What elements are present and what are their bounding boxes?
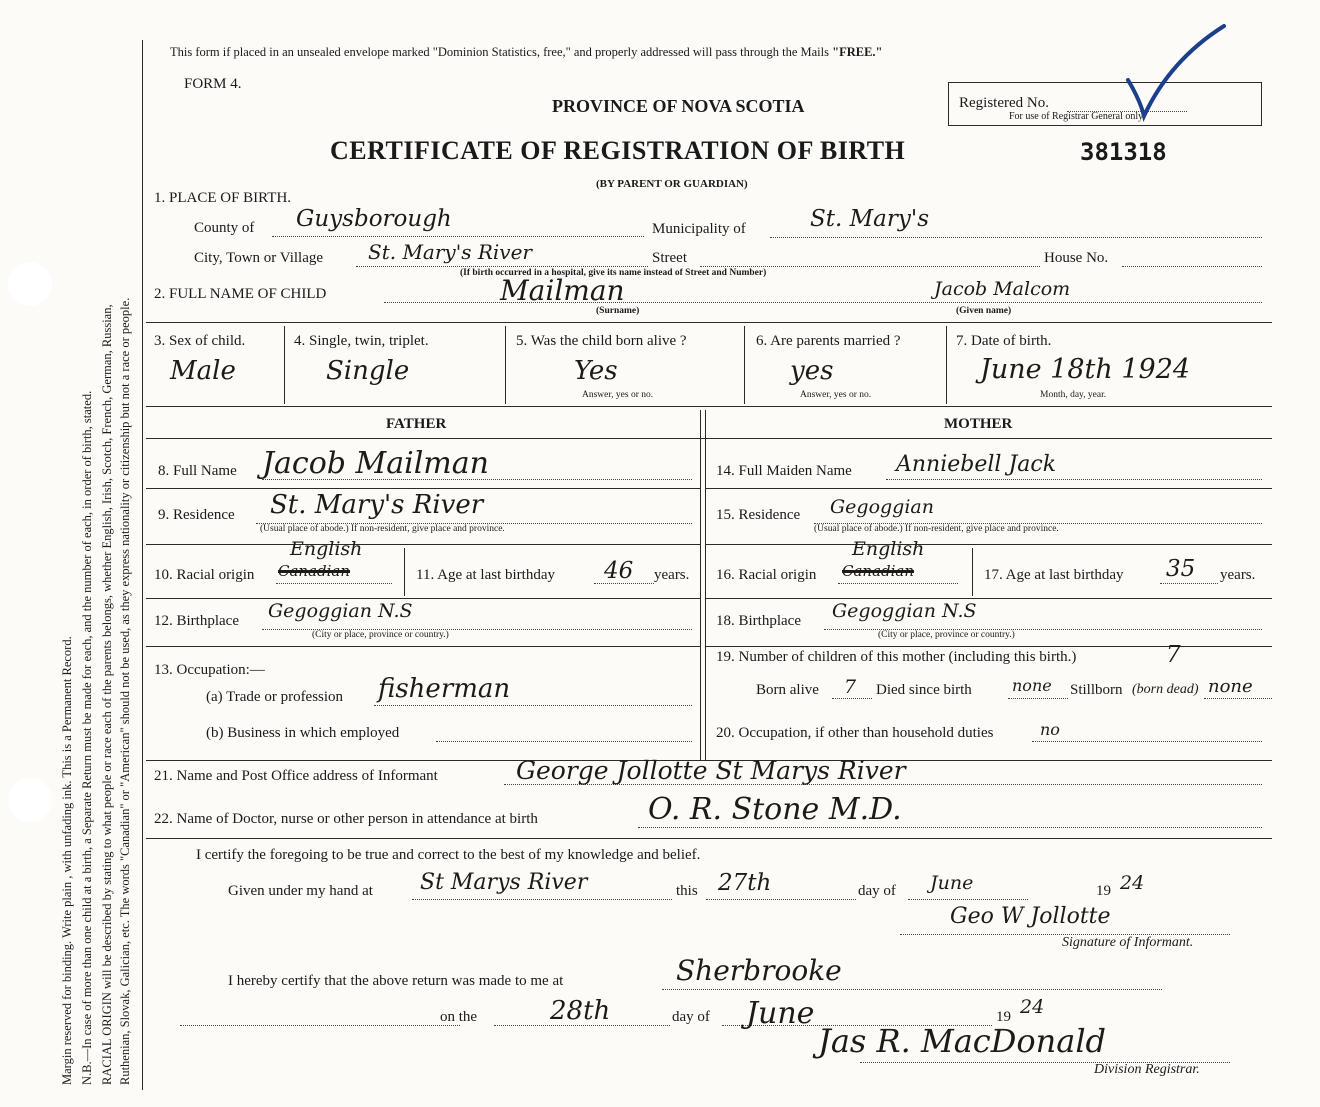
alive-label: 5. Was the child born alive ?: [516, 333, 687, 349]
street-line: [700, 266, 1040, 267]
informant-signature: Geo W Jollotte: [950, 904, 1111, 929]
plurality-label: 4. Single, twin, triplet.: [294, 333, 429, 349]
father-birthplace-note: (City or place, province or country.): [312, 630, 449, 640]
divider-6-7: [946, 326, 947, 404]
rule-father-8: [146, 488, 700, 489]
given-label: Given under my hand at: [228, 883, 373, 899]
registrar-place-line: [662, 989, 1162, 990]
given-day-line: [706, 899, 856, 900]
given-month-line: [908, 899, 1028, 900]
given-this-label: this: [676, 883, 698, 899]
died-label: Died since birth: [876, 682, 972, 698]
divider-10-11: [404, 548, 405, 596]
street-label: Street: [652, 250, 687, 266]
rule-mother-16: [705, 598, 1272, 599]
registrar-dayof-label: day of: [672, 1009, 710, 1025]
given-place-value: St Marys River: [420, 870, 588, 895]
father-mother-divider: [700, 410, 701, 760]
given-place-line: [412, 899, 672, 900]
mother-racial-struck: Canadian: [842, 562, 915, 580]
doctor-line: [638, 827, 1262, 828]
plurality-value: Single: [326, 356, 410, 386]
registered-number-label: Registered No.: [959, 95, 1049, 111]
rule-3: [146, 438, 1272, 439]
dob-note: Month, day, year.: [1040, 390, 1107, 400]
married-label: 6. Are parents married ?: [756, 333, 901, 349]
given-year-prefix: 19: [1096, 883, 1111, 899]
child-given-name: Jacob Malcom: [934, 278, 1071, 300]
margin-rule: [142, 40, 143, 1090]
city-value: St. Mary's River: [368, 240, 532, 264]
county-line: [272, 236, 644, 237]
father-occupation-label: 13. Occupation:—: [154, 662, 265, 678]
registrar-on-label: on the: [440, 1009, 478, 1025]
mother-name-line: [886, 479, 1262, 480]
dob-value: June 18th 1924: [980, 354, 1191, 385]
informant-label: 21. Name and Post Office address of Informant: [154, 768, 438, 784]
doctor-value: O. R. Stone M.D.: [648, 792, 902, 827]
checkmark-icon: [1120, 20, 1240, 130]
father-name-label: 8. Full Name: [158, 463, 237, 479]
child-surname: Mailman: [500, 274, 625, 307]
mother-residence-value: Gegoggian: [830, 496, 934, 518]
divider-3-4: [284, 326, 285, 404]
father-name-value: Jacob Mailman: [262, 446, 489, 481]
mother-name-label: 14. Full Maiden Name: [716, 463, 852, 479]
mail-notice-text: This form if placed in an unsealed envelope marked "Dominion Statistics, free," and properly addressed will pass through the Mails: [170, 45, 833, 59]
mother-years-label: years.: [1220, 567, 1256, 583]
child-given-note: (Given name): [956, 306, 1012, 316]
father-business-line: [436, 741, 692, 742]
registered-number-note: For use of Registrar General only.: [1009, 111, 1145, 122]
given-dayof-label: day of: [858, 883, 896, 899]
county-value: Guysborough: [296, 206, 452, 232]
registrar-title: Division Registrar.: [1094, 1062, 1200, 1077]
father-trade-value: fisherman: [378, 674, 511, 704]
father-residence-note: (Usual place of abode.) If non-resident, give place and province.: [260, 524, 505, 534]
died-line: [1008, 698, 1068, 699]
rule-5: [146, 838, 1272, 839]
mother-heading: MOTHER: [944, 416, 1013, 432]
child-name-label: 2. FULL NAME OF CHILD: [154, 286, 327, 302]
father-birthplace-value: Gegoggian N.S: [268, 600, 413, 622]
registrar-year-value: 24: [1020, 996, 1045, 1018]
rule-father-9: [146, 544, 700, 545]
father-years-label: years.: [654, 567, 690, 583]
father-residence-label: 9. Residence: [158, 507, 235, 523]
mother-age-line: [1160, 583, 1218, 584]
hospital-note: (If birth occurred in a hospital, give its name instead of Street and Number): [460, 268, 767, 278]
rule-mother-18: [705, 646, 1272, 647]
mother-occupation-label: 20. Occupation, if other than household duties: [716, 725, 994, 741]
certificate-subtitle: (BY PARENT OR GUARDIAN): [596, 178, 748, 190]
mother-occupation-line: [1032, 741, 1262, 742]
punch-hole-bottom: [8, 778, 52, 822]
rule-mother-15: [705, 544, 1272, 545]
father-residence-value: St. Mary's River: [270, 490, 484, 520]
house-line: [1122, 266, 1262, 267]
divider-4-5: [505, 326, 506, 404]
mother-residence-label: 15. Residence: [716, 507, 801, 523]
registrar-statement: I hereby certify that the above return was made to me at: [228, 973, 564, 989]
form-number: FORM 4.: [184, 76, 242, 92]
married-value: yes: [790, 356, 834, 386]
born-alive-line: [832, 698, 872, 699]
rule-mother-14: [705, 488, 1272, 489]
divider-16-17: [972, 548, 973, 596]
sex-value: Male: [170, 356, 236, 386]
mother-name-value: Anniebell Jack: [896, 452, 1057, 477]
stillborn-label: Stillborn: [1070, 682, 1123, 698]
city-line: [356, 266, 648, 267]
rule-father-10: [146, 598, 700, 599]
mother-age-value: 35: [1166, 556, 1196, 582]
father-mother-divider-2: [705, 410, 706, 760]
mother-racial-label: 16. Racial origin: [716, 567, 817, 583]
given-day-value: 27th: [718, 870, 772, 896]
given-year-value: 24: [1120, 872, 1145, 894]
registrar-pre-line: [180, 1025, 460, 1026]
registrar-place-value: Sherbrooke: [676, 954, 842, 987]
father-birthplace-label: 12. Birthplace: [154, 613, 239, 629]
father-age-value: 46: [604, 558, 634, 584]
stillborn-note: (born dead): [1132, 682, 1199, 697]
stillborn-value: none: [1208, 676, 1253, 697]
city-label: City, Town or Village: [194, 250, 324, 266]
father-trade-line: [374, 705, 692, 706]
mother-children-label: 19. Number of children of this mother (including this birth.): [716, 649, 1077, 665]
rule-1: [146, 322, 1272, 323]
mother-birthplace-value: Gegoggian N.S: [832, 600, 977, 622]
born-alive-value: 7: [844, 676, 857, 698]
father-racial-value: English: [290, 538, 363, 560]
mother-birthplace-note: (City or place, province or country.): [878, 630, 1015, 640]
father-racial-line: [276, 583, 392, 584]
house-label: House No.: [1044, 250, 1109, 266]
rule-father-12: [146, 646, 700, 647]
informant-value: George Jollotte St Marys River: [516, 756, 906, 785]
mother-residence-note: (Usual place of abode.) If non-resident, give place and province.: [814, 524, 1059, 534]
margin-note-racial-origin-2: Ruthenian, Slovak, Galician, etc. The words "Canadian" or "American" should not be used, as they express nationality or citizenship but not a race or people.: [118, 297, 132, 1085]
mail-notice-free: "FREE.": [832, 45, 883, 59]
father-trade-label: (a) Trade or profession: [206, 689, 344, 705]
father-age-label: 11. Age at last birthday: [416, 567, 555, 583]
alive-note: Answer, yes or no.: [582, 390, 654, 400]
divider-5-6: [744, 326, 745, 404]
county-label: County of: [194, 220, 255, 236]
father-racial-label: 10. Racial origin: [154, 567, 255, 583]
rule-2: [146, 406, 1272, 407]
alive-value: Yes: [574, 356, 618, 386]
mother-occupation-value: no: [1040, 720, 1060, 739]
father-business-label: (b) Business in which employed: [206, 725, 400, 741]
registrar-month-value: June: [746, 996, 815, 1031]
municipality-line: [770, 237, 1262, 238]
informant-signature-label: Signature of Informant.: [1062, 935, 1194, 950]
province-heading: PROVINCE OF NOVA SCOTIA: [552, 96, 805, 116]
sex-label: 3. Sex of child.: [154, 333, 246, 349]
mother-children-value: 7: [1166, 642, 1181, 668]
mail-notice: [170, 45, 882, 60]
married-note: Answer, yes or no.: [800, 390, 872, 400]
margin-note-binding: Margin reserved for binding. Write plain , with unfading ink. This is a Permanent Record.: [60, 636, 74, 1085]
margin-note-racial-origin-1: RACIAL ORIGIN will be described by stating to what people or race each of the parents belongs, whether English, Irish, Scotch, French, German, Russian,: [100, 304, 114, 1085]
place-heading: 1. PLACE OF BIRTH.: [154, 190, 292, 206]
mother-racial-line: [838, 583, 958, 584]
municipality-label: Municipality of: [652, 221, 746, 237]
mother-birthplace-label: 18. Birthplace: [716, 613, 801, 629]
mother-age-label: 17. Age at last birthday: [984, 567, 1124, 583]
father-heading: FATHER: [386, 416, 447, 432]
municipality-value: St. Mary's: [810, 206, 929, 232]
certificate-title: CERTIFICATE OF REGISTRATION OF BIRTH: [330, 136, 906, 165]
registrar-day-value: 28th: [550, 996, 611, 1026]
mother-racial-value: English: [852, 538, 925, 560]
dob-label: 7. Date of birth.: [956, 333, 1052, 349]
died-value: none: [1012, 676, 1052, 695]
certify-statement: I certify the foregoing to be true and correct to the best of my knowledge and belief.: [196, 847, 701, 863]
doctor-label: 22. Name of Doctor, nurse or other person in attendance at birth: [154, 811, 538, 827]
child-surname-note: (Surname): [596, 306, 640, 316]
registrar-signature: Jas R. MacDonald: [818, 1022, 1107, 1060]
punch-hole-top: [8, 262, 52, 306]
given-month-value: June: [930, 872, 974, 894]
stamped-number: 381318: [1080, 138, 1167, 166]
margin-note-multiple-births: N.B.—In case of more than one child at a birth, a Separate Return must be made for each, and the number of each, in order of birth, stated.: [80, 390, 94, 1085]
born-alive-label: Born alive: [756, 682, 819, 698]
father-racial-struck: Canadian: [278, 562, 351, 580]
stillborn-line: [1204, 698, 1272, 699]
registrar-year-prefix: 19: [996, 1009, 1011, 1025]
